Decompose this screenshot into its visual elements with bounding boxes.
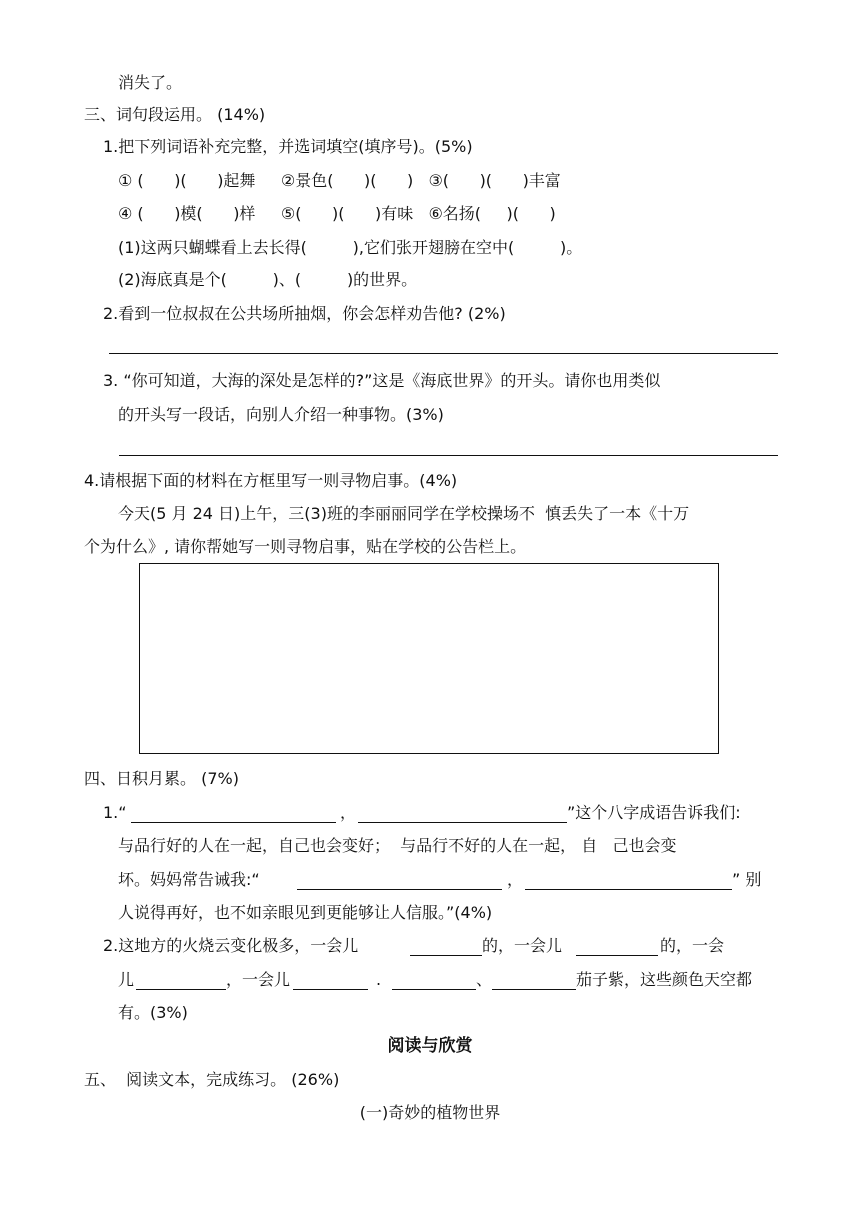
blank-line bbox=[297, 889, 502, 890]
passage-title: (一)奇妙的植物世界 bbox=[359, 1103, 501, 1122]
fill-sentence-1: (1)这两只蝴蝶看上去长得( ),它们张开翅膀在空中( )。 bbox=[118, 238, 583, 257]
blank-line bbox=[525, 889, 732, 890]
line-text: ， bbox=[507, 870, 524, 889]
line-text: 消失了。 bbox=[118, 73, 183, 92]
blank-line bbox=[131, 822, 336, 823]
line-text: 的，一会 bbox=[660, 936, 725, 955]
line-text: 有。(3%) bbox=[118, 1003, 188, 1022]
answer-line bbox=[119, 455, 778, 456]
answer-box bbox=[139, 563, 719, 754]
line-text: 1.“ bbox=[103, 803, 127, 822]
blank-line bbox=[293, 989, 368, 990]
blank-line bbox=[410, 955, 482, 956]
line-text: . bbox=[376, 970, 382, 989]
line-text: 人说得再好，也不如亲眼见到更能够让人信服。”(4%) bbox=[118, 903, 493, 922]
material-text-cont: 个为什么》, 请你帮她写一则寻物启事，贴在学校的公告栏上。 bbox=[84, 537, 527, 556]
section-heading-3: 三、词句段运用。 (14%) bbox=[84, 105, 266, 124]
answer-line bbox=[109, 353, 778, 354]
blank-line bbox=[492, 989, 576, 990]
line-text: 坏。妈妈常告诫我:“ bbox=[118, 870, 260, 889]
section-title-reading: 阅读与欣赏 bbox=[387, 1036, 473, 1056]
section-heading-4: 四、日积月累。 (7%) bbox=[84, 769, 239, 788]
line-text: 、 bbox=[476, 970, 493, 989]
blank-line bbox=[136, 989, 226, 990]
section-heading-5: 五、 阅读文本，完成练习。 (26%) bbox=[84, 1070, 340, 1089]
line-text: ， bbox=[340, 803, 357, 822]
question-4-prompt: 4.请根据下面的材料在方框里写一则寻物启事。(4%) bbox=[84, 471, 458, 490]
line-text: ”这个八字成语告诉我们: bbox=[567, 803, 741, 822]
line-text: ，一会儿 bbox=[226, 970, 291, 989]
line-text: ” 别 bbox=[732, 870, 762, 889]
line-text: 2.这地方的火烧云变化极多，一会儿 bbox=[103, 936, 359, 955]
question-1-prompt: 1.把下列词语补充完整，并选词填空(填序号)。(5%) bbox=[103, 137, 473, 156]
line-text: 与品行好的人在一起，自己也会变好； 与品行不好的人在一起， 自 己也会变 bbox=[118, 836, 677, 855]
material-text: 今天(5 月 24 日)上午，三(3)班的李丽丽同学在学校操场不 慎丢失了一本《十万 bbox=[118, 504, 690, 523]
line-text: 茄子紫，这些颜色天空都 bbox=[576, 970, 753, 989]
question-3-prompt: 3. “你可知道，大海的深处是怎样的?”这是《海底世界》的开头。请你也用类似 bbox=[103, 371, 661, 390]
line-text: 的，一会儿 bbox=[482, 936, 563, 955]
word-fill-row-1: ① ( )( )起舞 ②景色( )( ) ③( )( )丰富 bbox=[118, 171, 561, 190]
blank-line bbox=[358, 822, 567, 823]
question-3-prompt-cont: 的开头写一段话，向别人介绍一种事物。(3%) bbox=[118, 405, 444, 424]
blank-line bbox=[576, 955, 658, 956]
word-fill-row-2: ④ ( )模( )样 ⑤( )( )有味 ⑥名扬( )( ) bbox=[118, 204, 556, 223]
blank-line bbox=[392, 989, 476, 990]
line-text: 儿 bbox=[118, 970, 135, 989]
fill-sentence-2: (2)海底真是个( )、( )的世界。 bbox=[118, 270, 418, 289]
question-2-prompt: 2.看到一位叔叔在公共场所抽烟，你会怎样劝告他? (2%) bbox=[103, 304, 506, 323]
